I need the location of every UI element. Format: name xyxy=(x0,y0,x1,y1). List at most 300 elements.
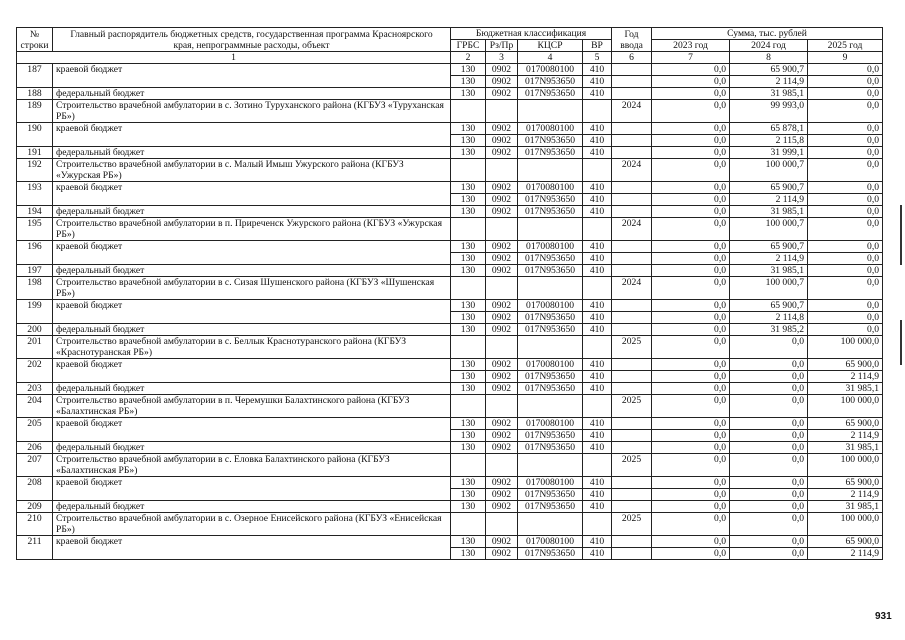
rzpr-cell: 0902 xyxy=(486,64,518,76)
colnum-4: 4 xyxy=(518,52,583,64)
year-cell: 2024 xyxy=(612,159,652,182)
rzpr-cell: 0902 xyxy=(486,383,518,395)
vr-cell: 410 xyxy=(583,147,612,159)
amount-2024: 0,0 xyxy=(730,383,808,395)
kcsr-cell: 0170080100 xyxy=(518,123,583,135)
row-name: краевой бюджет xyxy=(53,300,451,324)
amount-2023: 0,0 xyxy=(652,336,730,359)
vr-cell: 410 xyxy=(583,418,612,430)
vr-cell xyxy=(583,277,612,300)
row-name: краевой бюджет xyxy=(53,536,451,560)
vr-cell: 410 xyxy=(583,135,612,147)
header-year-line2: ввода xyxy=(620,39,643,51)
amount-2024: 100 000,7 xyxy=(730,218,808,241)
amount-2023: 0,0 xyxy=(652,253,730,265)
vr-cell: 410 xyxy=(583,88,612,100)
grbs-cell xyxy=(451,513,486,536)
row-number: 190 xyxy=(17,123,53,147)
grbs-cell: 130 xyxy=(451,418,486,430)
kcsr-cell xyxy=(518,454,583,477)
vr-cell: 410 xyxy=(583,241,612,253)
table-row xyxy=(17,395,883,418)
row-number: 195 xyxy=(17,218,53,241)
row-number: 192 xyxy=(17,159,53,182)
amount-2024: 65 900,7 xyxy=(730,64,808,76)
year-cell: 2024 xyxy=(612,218,652,241)
vr-cell: 410 xyxy=(583,253,612,265)
amount-2024: 0,0 xyxy=(730,418,808,430)
amount-2024: 0,0 xyxy=(730,513,808,536)
table-row xyxy=(17,513,883,536)
amount-2024: 0,0 xyxy=(730,489,808,501)
vr-cell: 410 xyxy=(583,64,612,76)
vr-cell: 410 xyxy=(583,312,612,324)
colnum-6: 6 xyxy=(612,52,652,64)
row-number: 204 xyxy=(17,395,53,418)
year-cell xyxy=(612,182,652,194)
amount-2023: 0,0 xyxy=(652,76,730,88)
amount-2024: 65 900,7 xyxy=(730,182,808,194)
rzpr-cell xyxy=(486,395,518,418)
rzpr-cell: 0902 xyxy=(486,241,518,253)
year-cell xyxy=(612,371,652,383)
header-grbs: ГРБС xyxy=(451,40,486,52)
header-budget-classification: Бюджетная классификация xyxy=(451,28,612,40)
row-number: 187 xyxy=(17,64,53,88)
rzpr-cell: 0902 xyxy=(486,324,518,336)
grbs-cell: 130 xyxy=(451,324,486,336)
amount-2025: 0,0 xyxy=(808,324,883,336)
year-cell: 2025 xyxy=(612,336,652,359)
amount-2023: 0,0 xyxy=(652,265,730,277)
vr-cell: 410 xyxy=(583,489,612,501)
amount-2025: 0,0 xyxy=(808,194,883,206)
amount-2023: 0,0 xyxy=(652,324,730,336)
row-number: 197 xyxy=(17,265,53,277)
kcsr-cell: 0170080100 xyxy=(518,300,583,312)
row-number: 203 xyxy=(17,383,53,395)
kcsr-cell: 017N953650 xyxy=(518,253,583,265)
amount-2025: 100 000,0 xyxy=(808,395,883,418)
vr-cell xyxy=(583,218,612,241)
object-name: Строительство врачебной амбулатории в с. Еловка Балахтинского района (КГБУЗ «Балахтинская РБ») xyxy=(53,454,451,477)
amount-2023: 0,0 xyxy=(652,194,730,206)
amount-2025: 100 000,0 xyxy=(808,454,883,477)
colnum-2: 2 xyxy=(451,52,486,64)
kcsr-cell: 0170080100 xyxy=(518,182,583,194)
amount-2025: 31 985,1 xyxy=(808,383,883,395)
amount-2023: 0,0 xyxy=(652,501,730,513)
grbs-cell: 130 xyxy=(451,88,486,100)
kcsr-cell: 017N953650 xyxy=(518,371,583,383)
year-cell xyxy=(612,536,652,548)
year-cell xyxy=(612,383,652,395)
amount-2023: 0,0 xyxy=(652,477,730,489)
vr-cell: 410 xyxy=(583,359,612,371)
row-name: краевой бюджет xyxy=(53,64,451,88)
kcsr-cell: 0170080100 xyxy=(518,477,583,489)
row-name: федеральный бюджет xyxy=(53,442,451,454)
row-number: 206 xyxy=(17,442,53,454)
year-cell xyxy=(612,442,652,454)
grbs-cell: 130 xyxy=(451,536,486,548)
row-number: 199 xyxy=(17,300,53,324)
rzpr-cell xyxy=(486,336,518,359)
amount-2023: 0,0 xyxy=(652,241,730,253)
rzpr-cell: 0902 xyxy=(486,477,518,489)
object-name: Строительство врачебной амбулатории в с. Сизая Шушенского района (КГБУЗ «Шушенская РБ») xyxy=(53,277,451,300)
grbs-cell xyxy=(451,336,486,359)
amount-2024: 0,0 xyxy=(730,454,808,477)
kcsr-cell: 0170080100 xyxy=(518,241,583,253)
amount-2023: 0,0 xyxy=(652,548,730,560)
year-cell xyxy=(612,64,652,76)
amount-2025: 0,0 xyxy=(808,64,883,76)
colnum-5: 5 xyxy=(583,52,612,64)
amount-2024: 65 878,1 xyxy=(730,123,808,135)
amount-2024: 0,0 xyxy=(730,371,808,383)
row-number: 193 xyxy=(17,182,53,206)
amount-2024: 0,0 xyxy=(730,442,808,454)
amount-2024: 99 993,0 xyxy=(730,100,808,123)
rzpr-cell: 0902 xyxy=(486,312,518,324)
colnum-7: 7 xyxy=(652,52,730,64)
amount-2025: 0,0 xyxy=(808,265,883,277)
row-name: федеральный бюджет xyxy=(53,383,451,395)
kcsr-cell: 017N953650 xyxy=(518,206,583,218)
row-number: 208 xyxy=(17,477,53,501)
amount-2023: 0,0 xyxy=(652,454,730,477)
page-number: 931 xyxy=(875,611,892,622)
kcsr-cell: 0170080100 xyxy=(518,418,583,430)
header-vr: ВР xyxy=(583,40,612,52)
row-number: 205 xyxy=(17,418,53,442)
amount-2025: 0,0 xyxy=(808,312,883,324)
vr-cell xyxy=(583,336,612,359)
amount-2025: 0,0 xyxy=(808,300,883,312)
amount-2023: 0,0 xyxy=(652,64,730,76)
rzpr-cell: 0902 xyxy=(486,300,518,312)
amount-2024: 31 985,2 xyxy=(730,324,808,336)
kcsr-cell: 017N953650 xyxy=(518,194,583,206)
rzpr-cell xyxy=(486,218,518,241)
grbs-cell: 130 xyxy=(451,489,486,501)
amount-2025: 65 900,0 xyxy=(808,418,883,430)
object-name: Строительство врачебной амбулатории в с. Озерное Енисейского района (КГБУЗ «Енисейская РБ») xyxy=(53,513,451,536)
row-number: 211 xyxy=(17,536,53,560)
kcsr-cell: 0170080100 xyxy=(518,359,583,371)
grbs-cell: 130 xyxy=(451,194,486,206)
amount-2025: 0,0 xyxy=(808,277,883,300)
row-number: 202 xyxy=(17,359,53,383)
header-kcsr: КЦСР xyxy=(518,40,583,52)
amount-2023: 0,0 xyxy=(652,135,730,147)
amount-2024: 2 114,9 xyxy=(730,194,808,206)
rzpr-cell: 0902 xyxy=(486,76,518,88)
amount-2023: 0,0 xyxy=(652,277,730,300)
row-number: 196 xyxy=(17,241,53,265)
colnum-3: 3 xyxy=(486,52,518,64)
table-row xyxy=(17,100,883,123)
kcsr-cell xyxy=(518,395,583,418)
rzpr-cell: 0902 xyxy=(486,430,518,442)
row-number: 194 xyxy=(17,206,53,218)
grbs-cell: 130 xyxy=(451,312,486,324)
year-cell xyxy=(612,501,652,513)
amount-2024: 0,0 xyxy=(730,536,808,548)
row-name: краевой бюджет xyxy=(53,241,451,265)
kcsr-cell xyxy=(518,336,583,359)
rzpr-cell: 0902 xyxy=(486,442,518,454)
header-year-line1: Год xyxy=(624,28,639,40)
rzpr-cell: 0902 xyxy=(486,147,518,159)
year-cell xyxy=(612,430,652,442)
amount-2025: 2 114,9 xyxy=(808,430,883,442)
year-cell xyxy=(612,135,652,147)
budget-table xyxy=(16,27,883,560)
vr-cell: 410 xyxy=(583,442,612,454)
table-row xyxy=(17,536,883,548)
row-number: 200 xyxy=(17,324,53,336)
table-row xyxy=(17,477,883,489)
year-cell xyxy=(612,88,652,100)
kcsr-cell: 0170080100 xyxy=(518,64,583,76)
amount-2025: 2 114,9 xyxy=(808,489,883,501)
rzpr-cell: 0902 xyxy=(486,194,518,206)
amount-2024: 2 115,8 xyxy=(730,135,808,147)
table-row xyxy=(17,218,883,241)
row-name: федеральный бюджет xyxy=(53,324,451,336)
amount-2023: 0,0 xyxy=(652,218,730,241)
scan-edge-mark xyxy=(900,205,902,265)
amount-2023: 0,0 xyxy=(652,147,730,159)
year-cell: 2024 xyxy=(612,100,652,123)
kcsr-cell: 017N953650 xyxy=(518,430,583,442)
table-row xyxy=(17,501,883,513)
object-name: Строительство врачебной амбулатории в п. Черемушки Балахтинского района (КГБУЗ «Балахтинская РБ») xyxy=(53,395,451,418)
year-cell xyxy=(612,312,652,324)
amount-2025: 100 000,0 xyxy=(808,336,883,359)
kcsr-cell: 017N953650 xyxy=(518,265,583,277)
row-name: федеральный бюджет xyxy=(53,265,451,277)
rzpr-cell xyxy=(486,100,518,123)
rzpr-cell: 0902 xyxy=(486,182,518,194)
amount-2025: 0,0 xyxy=(808,76,883,88)
grbs-cell: 130 xyxy=(451,265,486,277)
kcsr-cell: 017N953650 xyxy=(518,489,583,501)
amount-2025: 0,0 xyxy=(808,100,883,123)
grbs-cell: 130 xyxy=(451,76,486,88)
header-rzpr: Рз/Пр xyxy=(486,40,518,52)
amount-2025: 31 985,1 xyxy=(808,501,883,513)
grbs-cell: 130 xyxy=(451,206,486,218)
header-sum-title: Сумма, тыс. рублей xyxy=(652,28,883,40)
kcsr-cell: 017N953650 xyxy=(518,312,583,324)
amount-2023: 0,0 xyxy=(652,513,730,536)
amount-2024: 0,0 xyxy=(730,548,808,560)
grbs-cell: 130 xyxy=(451,383,486,395)
amount-2024: 31 985,1 xyxy=(730,206,808,218)
table-row xyxy=(17,147,883,159)
vr-cell: 410 xyxy=(583,76,612,88)
table-row xyxy=(17,336,883,359)
amount-2025: 0,0 xyxy=(808,182,883,194)
amount-2023: 0,0 xyxy=(652,489,730,501)
amount-2024: 2 114,8 xyxy=(730,312,808,324)
amount-2024: 2 114,9 xyxy=(730,76,808,88)
amount-2023: 0,0 xyxy=(652,312,730,324)
row-name: краевой бюджет xyxy=(53,477,451,501)
year-cell: 2025 xyxy=(612,513,652,536)
header-main-line2: края, непрограммные расходы, объект xyxy=(173,39,330,51)
amount-2025: 0,0 xyxy=(808,241,883,253)
grbs-cell xyxy=(451,454,486,477)
table-row xyxy=(17,383,883,395)
rzpr-cell: 0902 xyxy=(486,536,518,548)
vr-cell: 410 xyxy=(583,371,612,383)
vr-cell: 410 xyxy=(583,324,612,336)
grbs-cell xyxy=(451,395,486,418)
object-name: Строительство врачебной амбулатории в с. Малый Имыш Ужурского района (КГБУЗ «Ужурская РБ») xyxy=(53,159,451,182)
row-name: федеральный бюджет xyxy=(53,147,451,159)
kcsr-cell: 017N953650 xyxy=(518,501,583,513)
vr-cell: 410 xyxy=(583,501,612,513)
amount-2023: 0,0 xyxy=(652,300,730,312)
vr-cell: 410 xyxy=(583,194,612,206)
vr-cell: 410 xyxy=(583,300,612,312)
colnum-1: 1 xyxy=(17,52,451,64)
vr-cell: 410 xyxy=(583,536,612,548)
grbs-cell: 130 xyxy=(451,123,486,135)
rzpr-cell: 0902 xyxy=(486,265,518,277)
amount-2024: 100 000,7 xyxy=(730,159,808,182)
amount-2024: 0,0 xyxy=(730,430,808,442)
kcsr-cell xyxy=(518,513,583,536)
year-cell xyxy=(612,206,652,218)
year-cell xyxy=(612,194,652,206)
row-number: 210 xyxy=(17,513,53,536)
year-cell xyxy=(612,76,652,88)
grbs-cell: 130 xyxy=(451,477,486,489)
kcsr-cell xyxy=(518,218,583,241)
table-row xyxy=(17,442,883,454)
scan-edge-mark xyxy=(900,320,902,365)
grbs-cell: 130 xyxy=(451,300,486,312)
header-2024: 2024 год xyxy=(730,40,808,52)
amount-2023: 0,0 xyxy=(652,100,730,123)
amount-2024: 0,0 xyxy=(730,501,808,513)
kcsr-cell: 017N953650 xyxy=(518,88,583,100)
grbs-cell: 130 xyxy=(451,359,486,371)
amount-2025: 65 900,0 xyxy=(808,477,883,489)
amount-2023: 0,0 xyxy=(652,206,730,218)
kcsr-cell: 017N953650 xyxy=(518,383,583,395)
header-column-numbers xyxy=(17,52,883,64)
kcsr-cell: 017N953650 xyxy=(518,548,583,560)
header-main-line1: Главный распорядитель бюджетных средств, государственная программа Красноярского xyxy=(70,28,433,40)
amount-2024: 31 985,1 xyxy=(730,88,808,100)
amount-2024: 0,0 xyxy=(730,359,808,371)
year-cell xyxy=(612,418,652,430)
table-row xyxy=(17,265,883,277)
grbs-cell: 130 xyxy=(451,64,486,76)
rzpr-cell: 0902 xyxy=(486,123,518,135)
rzpr-cell: 0902 xyxy=(486,489,518,501)
amount-2023: 0,0 xyxy=(652,123,730,135)
vr-cell xyxy=(583,395,612,418)
header-year xyxy=(612,28,652,52)
year-cell xyxy=(612,147,652,159)
vr-cell xyxy=(583,159,612,182)
grbs-cell: 130 xyxy=(451,147,486,159)
vr-cell: 410 xyxy=(583,430,612,442)
table-row xyxy=(17,64,883,76)
header-row-1 xyxy=(17,28,883,40)
vr-cell: 410 xyxy=(583,206,612,218)
table-row xyxy=(17,418,883,430)
amount-2024: 2 114,9 xyxy=(730,253,808,265)
table-row xyxy=(17,241,883,253)
year-cell xyxy=(612,265,652,277)
rzpr-cell xyxy=(486,277,518,300)
rzpr-cell: 0902 xyxy=(486,359,518,371)
grbs-cell: 130 xyxy=(451,501,486,513)
year-cell xyxy=(612,324,652,336)
object-name: Строительство врачебной амбулатории в п. Прирeченск Ужурского района (КГБУЗ «Ужурская РБ») xyxy=(53,218,451,241)
row-name: федеральный бюджет xyxy=(53,88,451,100)
amount-2024: 31 999,1 xyxy=(730,147,808,159)
kcsr-cell xyxy=(518,159,583,182)
table-row xyxy=(17,159,883,182)
year-cell xyxy=(612,253,652,265)
header-no-line1: № xyxy=(29,28,40,40)
amount-2023: 0,0 xyxy=(652,383,730,395)
amount-2025: 0,0 xyxy=(808,206,883,218)
header-no-line2: строки xyxy=(20,39,49,51)
header-main xyxy=(53,28,451,52)
rzpr-cell xyxy=(486,159,518,182)
grbs-cell xyxy=(451,218,486,241)
vr-cell: 410 xyxy=(583,477,612,489)
amount-2023: 0,0 xyxy=(652,395,730,418)
row-name: федеральный бюджет xyxy=(53,501,451,513)
row-name: краевой бюджет xyxy=(53,123,451,147)
year-cell xyxy=(612,241,652,253)
amount-2025: 0,0 xyxy=(808,88,883,100)
year-cell xyxy=(612,300,652,312)
vr-cell: 410 xyxy=(583,265,612,277)
kcsr-cell: 017N953650 xyxy=(518,135,583,147)
row-number: 207 xyxy=(17,454,53,477)
grbs-cell: 130 xyxy=(451,548,486,560)
grbs-cell: 130 xyxy=(451,253,486,265)
amount-2025: 0,0 xyxy=(808,159,883,182)
vr-cell: 410 xyxy=(583,383,612,395)
row-number: 188 xyxy=(17,88,53,100)
table-row xyxy=(17,300,883,312)
year-cell xyxy=(612,477,652,489)
kcsr-cell xyxy=(518,100,583,123)
rzpr-cell: 0902 xyxy=(486,88,518,100)
kcsr-cell xyxy=(518,277,583,300)
amount-2025: 0,0 xyxy=(808,135,883,147)
header-2025: 2025 год xyxy=(808,40,883,52)
rzpr-cell: 0902 xyxy=(486,253,518,265)
amount-2025: 0,0 xyxy=(808,253,883,265)
year-cell xyxy=(612,123,652,135)
kcsr-cell: 017N953650 xyxy=(518,147,583,159)
table-row xyxy=(17,206,883,218)
